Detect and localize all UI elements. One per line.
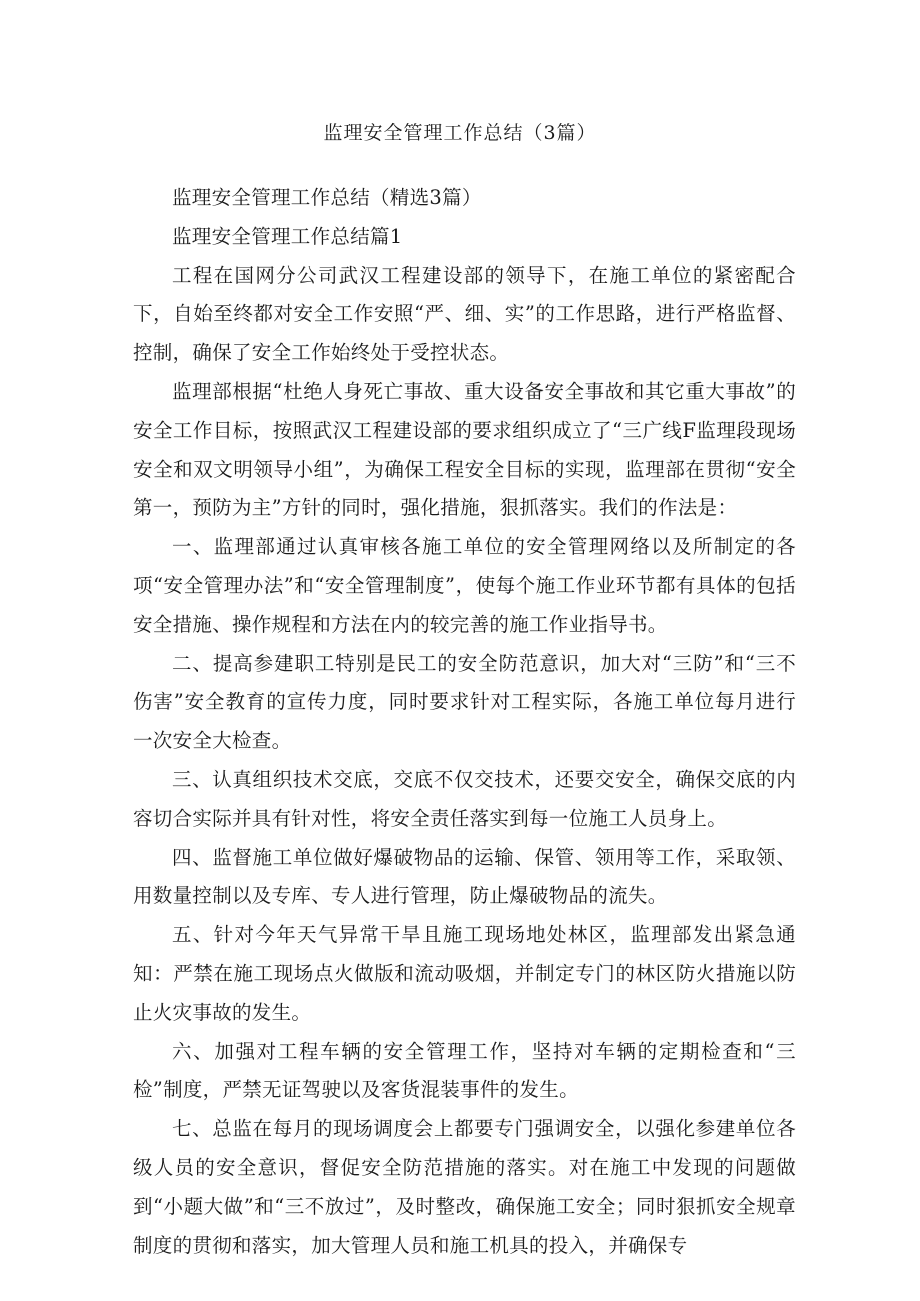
- document-body: [133, 179, 796, 1265]
- document-subtitle: 监理安全管理工作总结（精选3篇）: [172, 186, 482, 209]
- paragraph: 监理部根据“杜绝人身死亡事故、重大设备安全事故和其它重大事故”的安全工作目标，按照武汉工程建设部的要求组织成立了“三广线F监理段现场安全和双文明领导小组”，为确保工程安全目标的实现，监理部在贯彻“安全第一，预防为主”方针的同时，强化措施，狠抓落实。我们的作法是：: [133, 379, 796, 520]
- paragraph: 二、提高参建职工特别是民工的安全防范意识，加大对“三防”和“三不伤害”安全教育的宣传力度，同时要求针对工程实际，各施工单位每月进行一次安全大检查。: [133, 651, 796, 753]
- section-heading: 监理安全管理工作总结篇1: [172, 224, 403, 248]
- paragraph: 一、监理部通过认真审核各施工单位的安全管理网络以及所制定的各项“安全管理办法”和“安全管理制度”，使每个施工作业环节都有具体的包括安全措施、操作规程和方法在内的较完善的施工作业指导书。: [133, 535, 796, 636]
- paragraph: 六、加强对工程车辆的安全管理工作，坚持对车辆的定期检查和“三检”制度，严禁无证驾驶以及客货混装事件的发生。: [133, 1039, 796, 1102]
- paragraph: 七、总监在每月的现场调度会上都要专门强调安全，以强化参建单位各级人员的安全意识，督促安全防范措施的落实。对在施工中发现的问题做到“小题大做”和“三不放过”，及时整改，确保施工安全；同时狠抓安全规章制度的贯彻和落实，加大管理人员和施工机具的投入，并确保专: [133, 1117, 796, 1257]
- paragraph: 三、认真组织技术交底，交底不仅交技术，还要交安全，确保交底的内容切合实际并具有针对性，将安全责任落实到每一位施工人员身上。: [133, 767, 796, 830]
- paragraph: 五、针对今年天气异常干旱且施工现场地处林区，监理部发出紧急通知：严禁在施工现场点火做版和流动吸烟，并制定专门的林区防火措施以防止火灾事故的发生。: [133, 923, 796, 1024]
- paragraph: 工程在国网分公司武汉工程建设部的领导下，在施工单位的紧密配合下，自始至终都对安全工作安照“严、细、实”的工作思路，进行严格监督、控制，确保了安全工作始终处于受控状态。: [133, 263, 796, 365]
- document-title: 监理安全管理工作总结（3篇）: [323, 122, 597, 144]
- paragraph: 四、监督施工单位做好爆破物品的运输、保管、领用等工作，采取领、用数量控制以及专库、专人进行管理，防止爆破物品的流失。: [133, 845, 796, 908]
